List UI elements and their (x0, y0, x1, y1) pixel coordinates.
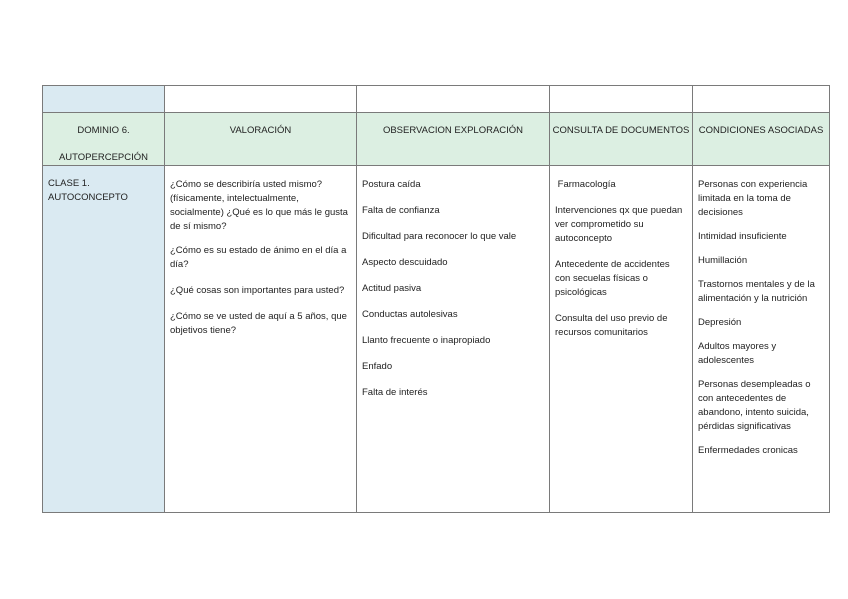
header-observacion (357, 113, 550, 166)
header-condiciones-label: CONDICIONES ASOCIADAS (698, 125, 824, 136)
header-dominio-line1: DOMINIO 6. (77, 125, 130, 136)
blank-cell (693, 86, 830, 113)
blank-cell (43, 86, 165, 113)
header-observacion-label: OBSERVACION EXPLORACIÓN (382, 125, 524, 136)
consulta-item: Consulta del uso previo de recursos comunitarios (555, 313, 668, 338)
table-blank-row (43, 86, 830, 113)
valoracion-question: ¿Cómo se ve usted de aquí a 5 años, que objetivos tiene? (170, 311, 347, 336)
valoracion-question: ¿Cómo es su estado de ánimo en el día a día? (170, 245, 347, 270)
clase-cell (43, 166, 165, 513)
valoracion-cell (165, 166, 357, 513)
consulta-item: Intervenciones qx que puedan ver comprometido su autoconcepto (555, 205, 683, 244)
header-valoracion-label: VALORACIÓN (229, 125, 292, 136)
observacion-item: Dificultad para reconocer lo que vale (362, 231, 517, 242)
nursing-assessment-table (42, 85, 830, 513)
condicion-item: Personas con experiencia limitada en la toma de decisiones (698, 179, 808, 218)
header-valoracion (165, 113, 357, 166)
condicion-item: Humillación (698, 255, 748, 266)
observacion-item: Actitud pasiva (362, 283, 422, 294)
condiciones-cell (693, 166, 830, 513)
table-header-row (43, 113, 830, 166)
observacion-item: Llanto frecuente o inapropiado (362, 335, 491, 346)
blank-cell (357, 86, 550, 113)
condicion-item: Enfermedades cronicas (698, 445, 798, 456)
blank-cell (550, 86, 693, 113)
clase-label: CLASE 1. AUTOCONCEPTO (48, 178, 128, 203)
header-dominio (43, 113, 165, 166)
table-content-row (43, 166, 830, 513)
consulta-cell (550, 166, 693, 513)
header-consulta-label: CONSULTA DE DOCUMENTOS (552, 125, 690, 136)
observacion-item: Conductas autolesivas (362, 309, 458, 320)
condicion-item: Personas desempleadas o con antecedentes de abandono, intento suicida, pérdidas significativas (698, 379, 811, 432)
consulta-item: Antecedente de accidentes con secuelas físicas o psicológicas (555, 259, 670, 298)
condicion-item: Adultos mayores y adolescentes (698, 341, 777, 366)
observacion-item: Falta de confianza (362, 205, 440, 216)
valoracion-question: ¿Qué cosas son importantes para usted? (170, 285, 345, 296)
blank-cell (165, 86, 357, 113)
valoracion-question: ¿Cómo se describiría usted mismo? (físicamente, intelectualmente, socialmente) ¿Qué es lo que más le gusta de sí mismo? (170, 179, 348, 232)
condicion-item: Intimidad insuficiente (698, 231, 787, 242)
header-dominio-line2: AUTOPERCEPCIÓN (58, 152, 149, 163)
observacion-item: Enfado (362, 361, 393, 372)
condicion-item: Trastornos mentales y de la alimentación y la nutrición (698, 279, 815, 304)
consulta-item: Farmacología (555, 179, 616, 190)
observacion-item: Postura caída (362, 179, 421, 190)
header-consulta (550, 113, 693, 166)
header-condiciones (693, 113, 830, 166)
observacion-item: Aspecto descuidado (362, 257, 448, 268)
observacion-item: Falta de interés (362, 387, 428, 398)
observacion-cell (357, 166, 550, 513)
condicion-item: Depresión (698, 317, 742, 328)
